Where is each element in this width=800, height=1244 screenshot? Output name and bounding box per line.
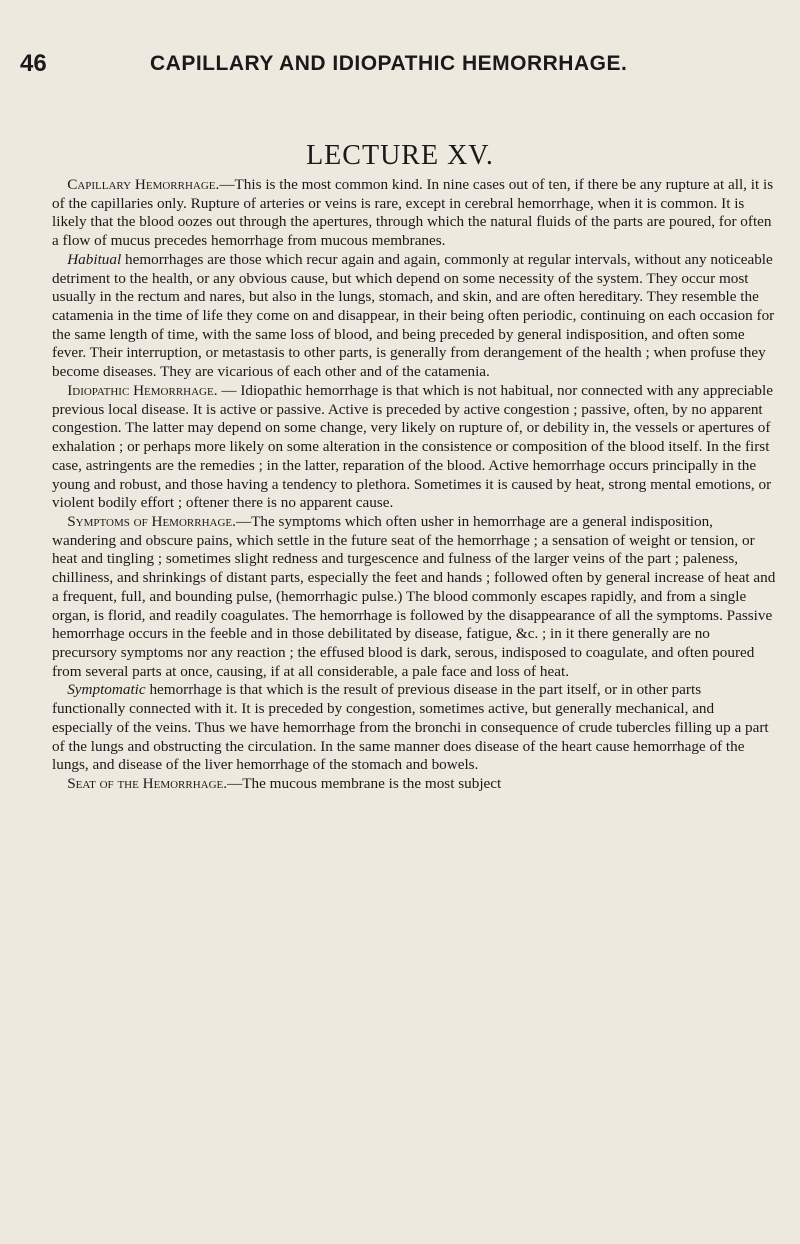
paragraph-capillary — [52, 176, 778, 251]
paragraph-symptoms — [52, 513, 778, 681]
paragraph-seat — [52, 775, 778, 794]
lead-term: Symptomatic — [67, 681, 146, 699]
paragraph-text: — Idiopathic hemorrhage is that which is not habitual, nor connected with any appreciable previous local disease. It is active or passive. Active is preceded by active congestion ; passive, often, by no apparent congestion. The latter may depend on some change, very likely on rupture of, or debility in, the vessels or apertures of exhalation ; or perhaps more likely on some alteration in the consistence or composition of the blood itself. In the first case, astringents are the remedies ; in the latter, reparation of the blood. Active hemorrhage occurs principally in the young and robust, and those having a tendency to plethora. Sometimes it is caused by heat, strong mental emotions, or violent bodily effort ; oftener there is no apparent cause. — [52, 381, 773, 512]
paragraph-text: —The mucous membrane is the most subject — [227, 775, 502, 792]
lecture-title: LECTURE XV. — [306, 140, 494, 171]
body-text — [52, 176, 778, 794]
paragraph-text: hemorrhage is that which is the result of previous disease in the part itself, or in other parts functionally connected with it. It is preceded by congestion, sometimes active, but generally mechanical, and especially of the veins. Thus we have hemorrhage from the bronchi in consequence of crude tubercles filling up a part of the lungs and obstructing the circulation. In the same manner does disease of the heart cause hemorrhage of the lungs, and disease of the liver hemorrhage of the stomach and bowels. — [52, 681, 769, 774]
section-heading: Capillary Hemorrhage. — [67, 176, 220, 193]
running-head: CAPILLARY AND IDIOPATHIC HEMORRHAGE. — [150, 52, 628, 75]
page-header — [20, 50, 780, 80]
section-heading: Seat of the Hemorrhage. — [67, 775, 228, 792]
paragraph-idiopathic — [52, 382, 778, 513]
page-number: 46 — [20, 50, 47, 77]
paragraph-text: —The symptoms which often usher in hemorrhage are a general indisposition, wandering and obscure pains, which settle in the future seat of the hemorrhage ; a sensation of weight or tension, or heat and tingling ; sometimes slight redness and turgescence and fulness of the larger veins of the part ; paleness, chilliness, and shrinkings of distant parts, especially the feet and hands ; followed often by general increase of heat and a frequent, full, and bounding pulse, (hemorrhagic pulse.) The blood commonly escapes rapidly, and from a single organ, is florid, and readily coagulates. The hemorrhage is followed by the disappearance of all the symptoms. Passive hemorrhage occurs in the feeble and in those debilitated by disease, fatigue, &c. ; in it there generally are no precursory symptoms nor any reaction ; the effused blood is dark, serous, indisposed to coagulate, and often poured from several parts at once, causing, if at all considerable, a pale face and loss of heat. — [52, 512, 776, 680]
paragraph-habitual — [52, 251, 778, 382]
section-heading: Idiopathic Hemorrhage. — [67, 381, 218, 399]
paragraph-text: hemorrhages are those which recur again and again, commonly at regular intervals, without any noticeable detriment to the health, or any obvious cause, but which depend on some necessity of the system. They occur most usually in the rectum and nares, but also in the lungs, stomach, and skin, and are often hereditary. They resemble the catamenia in the time of life they come on and disappear, in their being often periodic, continuing on each occasion for the same length of time, with the same loss of blood, and being preceded by general indisposition, and often some fever. Their interruption, or metastasis to other parts, is generally from derangement of the health ; when profuse they become diseases. They are vicarious of each other and of the catamenia. — [52, 250, 775, 381]
lead-term: Habitual — [67, 250, 122, 268]
paragraph-text: —This is the most common kind. In nine cases out of ten, if there be any rupture at all, it is of the capillaries only. Rupture of arteries or veins is rare, except in cerebral hemorrhage, when it is common. It is likely that the blood oozes out through the apertures, through which the natural fluids of the parts are poured, for often a flow of mucus precedes hemorrhage from mucous membranes. — [52, 176, 774, 250]
section-heading: Symptoms of Hemorrhage. — [67, 512, 236, 530]
paragraph-symptomatic — [52, 681, 778, 775]
